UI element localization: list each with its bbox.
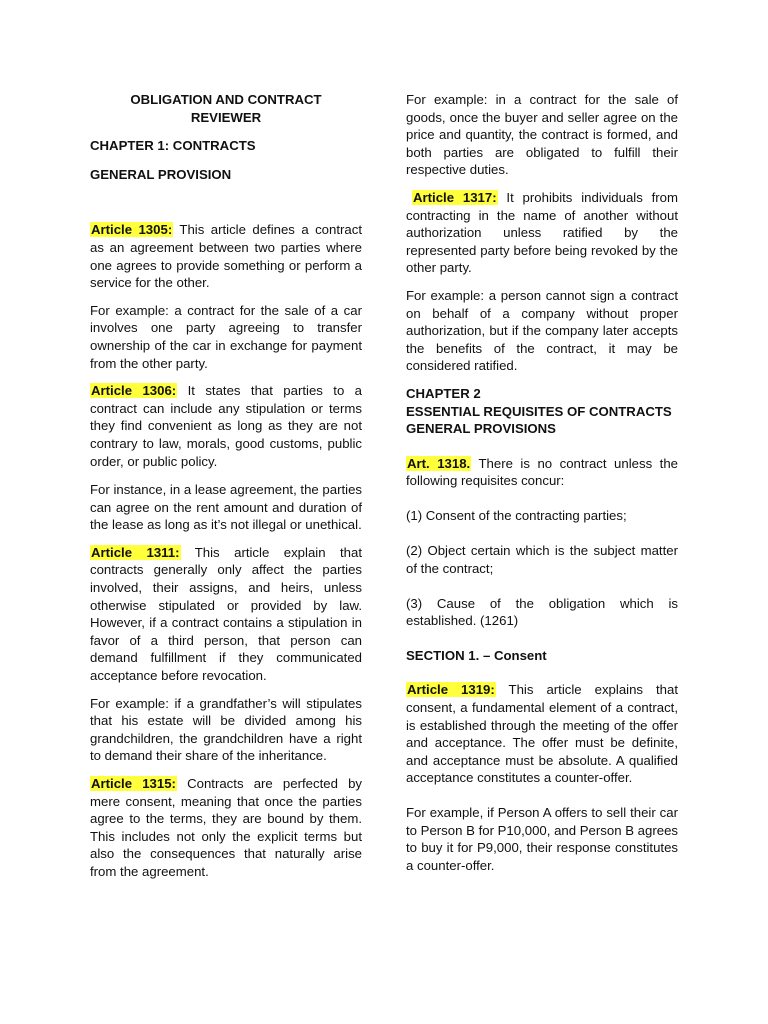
right-column: [406, 91, 678, 874]
example-1319: For example, if Person A offers to sell their car to Person B for P10,000, and Person B agrees to buy it for P9,000, their response constitutes a counter-offer.: [406, 805, 678, 873]
requisite-1: (1) Consent of the contracting parties;: [406, 507, 627, 523]
general-provision-heading: GENERAL PROVISION: [90, 166, 232, 182]
example-1311: For example: if a grandfather’s will stipulates that his estate will be divided among his grandchildren, the grandchildren have a right to demand their share of the inheritance.: [90, 695, 362, 764]
article-1317: [406, 189, 678, 277]
article-1317-text: It prohibits individuals from contracting in the name of another without authorization unless ratified by the represented party before being revoked by the other party.: [406, 189, 678, 276]
article-1315-text: Contracts are perfected by mere consent, meaning that once the parties agree to the terms, they are bound by them. This includes not only the explicit terms but also the consequences that naturally arise from the agreement.: [90, 776, 362, 879]
article-1319-text: This article explains that consent, a fundamental element of a contract, is established through the meeting of the offer and acceptance. The offer must be definite, and acceptance must be absolute. A qualified acceptance constitutes a counter-offer.: [406, 682, 679, 786]
article-1306: [90, 382, 362, 470]
article-1311: [90, 544, 362, 685]
example-1315: For example: in a contract for the sale of goods, once the buyer and seller agree on the price and quantity, the contract is formed, and both parties are obligated to fulfill their respective duties.: [406, 92, 678, 178]
article-1306-text: It states that parties to a contract can include any stipulation or terms they find convenient as long as they are not contrary to law, morals, good customs, public order, or public policy.: [90, 383, 363, 469]
section-1-heading: SECTION 1. – Consent: [406, 647, 547, 663]
article-1319: [406, 681, 678, 787]
article-1305-text: This article defines a contract as an agreement between two parties where one agrees to provide something or perform a service for the other.: [90, 222, 363, 291]
example-1305: For example: a contract for the sale of a car involves one party agreeing to transfer ownership of the car in exchange for payment from the other party.: [90, 302, 362, 371]
example-1306: For instance, in a lease agreement, the parties can agree on the rent amount and duration of the lease as long as it’s not illegal or unethical.: [90, 482, 362, 533]
title-line-2: REVIEWER: [190, 109, 262, 125]
article-1305-label: Article 1305:: [91, 222, 173, 238]
article-1305: [90, 221, 362, 291]
article-1318: [406, 455, 678, 490]
essential-requisites-heading: ESSENTIAL REQUISITES OF CONTRACTS: [406, 403, 672, 419]
chapter-2-heading: CHAPTER 2: [406, 385, 481, 401]
requisite-3: (3) Cause of the obligation which is established. (1261): [406, 595, 678, 629]
title-line-1: OBLIGATION AND CONTRACT: [130, 92, 322, 107]
article-1311-text: This article explain that contracts generally only affect the parties involved, their assigns, and heirs, unless otherwise stipulated or provided by law. However, if a contract contains a stipulation in favor of a third person, that person can demand fulfillment if they communicated acceptance before revocation.: [90, 544, 362, 684]
article-1315-label: Article 1315:: [91, 776, 176, 791]
article-1315: [90, 775, 362, 881]
article-1311-label: Article 1311:: [91, 544, 180, 560]
document-title: [90, 91, 362, 126]
article-1306-label: Article 1306:: [91, 383, 177, 399]
chapter-1-heading: CHAPTER 1: CONTRACTS: [90, 138, 256, 154]
requisite-2: (2) Object certain which is the subject matter of the contract;: [406, 543, 678, 577]
article-1318-label: Art. 1318.: [407, 455, 471, 471]
left-column: [90, 91, 362, 881]
general-provisions-heading: GENERAL PROVISIONS: [406, 421, 556, 437]
article-1317-label: Article 1317:: [413, 189, 497, 205]
example-1317: For example: a person cannot sign a contract on behalf of a company without proper authorization, but if the company later accepts the benefits of the contract, it may be considered ratified.: [406, 287, 678, 374]
article-1318-text: There is no contract unless the following requisites concur:: [406, 455, 678, 489]
article-1319-label: Article 1319:: [407, 682, 495, 698]
